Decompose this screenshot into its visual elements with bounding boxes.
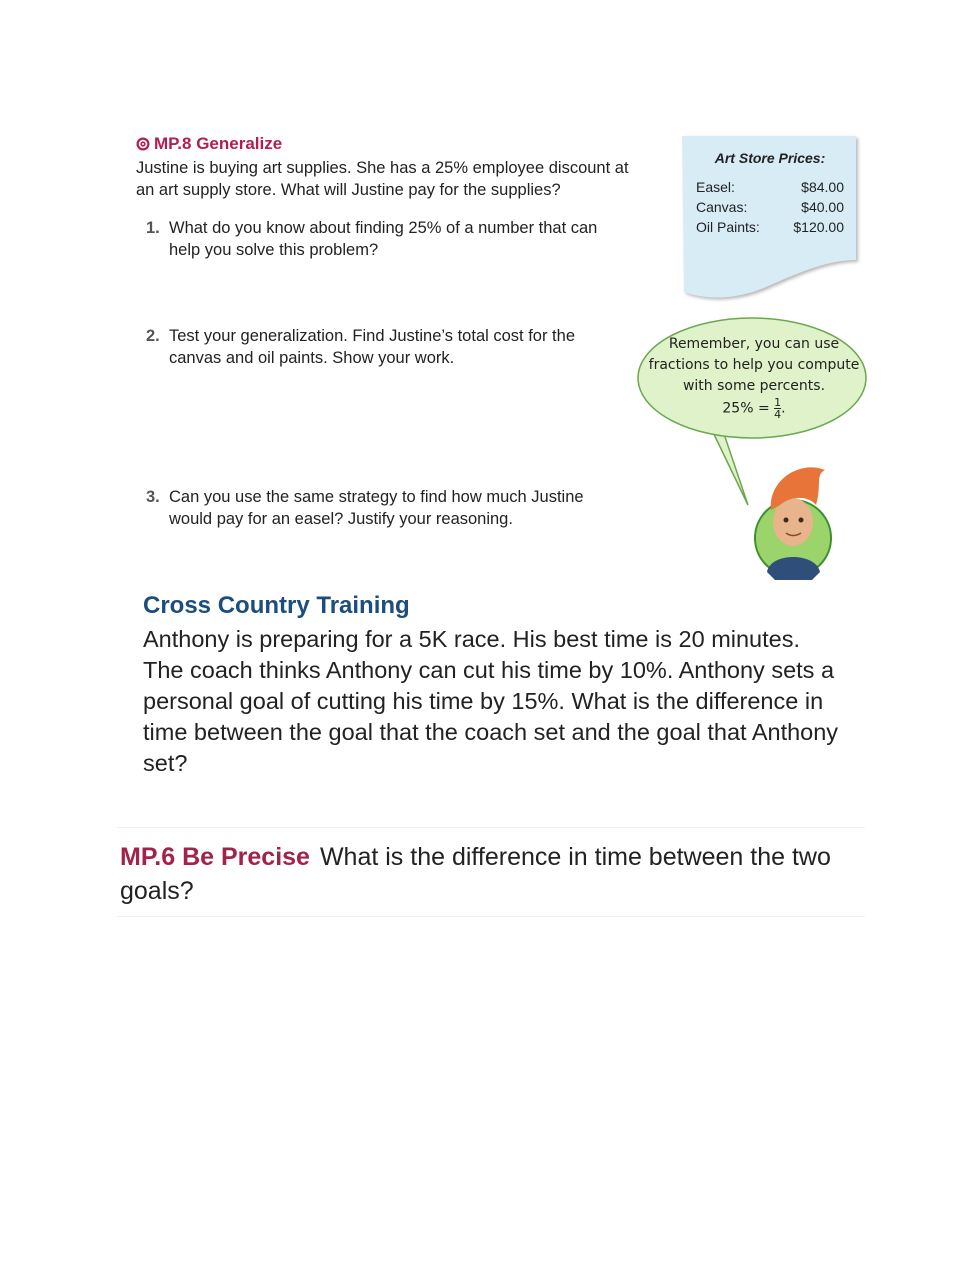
bubble-line: with some percents. [682,378,826,394]
bubble-equation [644,397,864,420]
question-text: Test your generalization. Find Justine’s total cost for the canvas and oil paints. Show your work. [169,327,575,367]
bubble-text [644,334,864,420]
student-avatar [755,467,831,580]
price-value: $40.00 [801,199,844,215]
fraction-denominator: 4 [774,408,782,421]
price-row-canvas [696,199,844,215]
question-text: What do you know about finding 25% of a number that can help you solve this problem? [169,219,598,259]
mp8-heading-text: MP.8 Generalize [154,134,283,153]
cross-country-title: Cross Country Training [143,592,410,619]
price-value: $120.00 [793,219,844,235]
equation-lhs: 25% = [722,400,770,417]
price-label: Oil Paints: [696,219,760,235]
question-2 [146,325,626,369]
price-row-oil-paints [696,219,844,235]
price-value: $84.00 [801,179,844,195]
price-row-easel [696,179,844,195]
mp8-heading [136,134,282,154]
mp6-label: MP.6 Be Precise [120,843,310,871]
question-number: 3. [146,488,160,506]
question-text: Can you use the same strategy to find how much Justine would pay for an easel? Justify your reasoning. [169,488,584,528]
fraction-numerator: 1 [774,396,782,409]
bubble-line: Remember, you can use [668,336,840,352]
price-label: Easel: [696,179,735,195]
question-number: 1. [146,219,160,237]
question-1 [146,217,626,261]
equation-end: . [781,400,786,417]
price-note-title: Art Store Prices: [714,150,826,166]
cross-country-body: Anthony is preparing for a 5K race. His best time is 20 minutes. The coach thinks Anthony can cut his time by 10%. Anthony sets a personal goal of cutting his time by 15%. What is the difference in time between the goal that the coach set and the goal that Anthony set? [143,626,839,776]
mp6-question [120,840,860,908]
mp8-intro: Justine is buying art supplies. She has a 25% employee discount at an art supply store. What will Justine pay for the supplies? [136,159,629,199]
question-number: 2. [146,327,160,345]
target-icon [136,137,150,151]
mp6-question-text: What is the difference in time between the two goals? [120,843,831,905]
question-3 [146,486,606,530]
price-label: Canvas: [696,199,748,215]
bubble-line: fractions to help you compute [648,357,860,373]
